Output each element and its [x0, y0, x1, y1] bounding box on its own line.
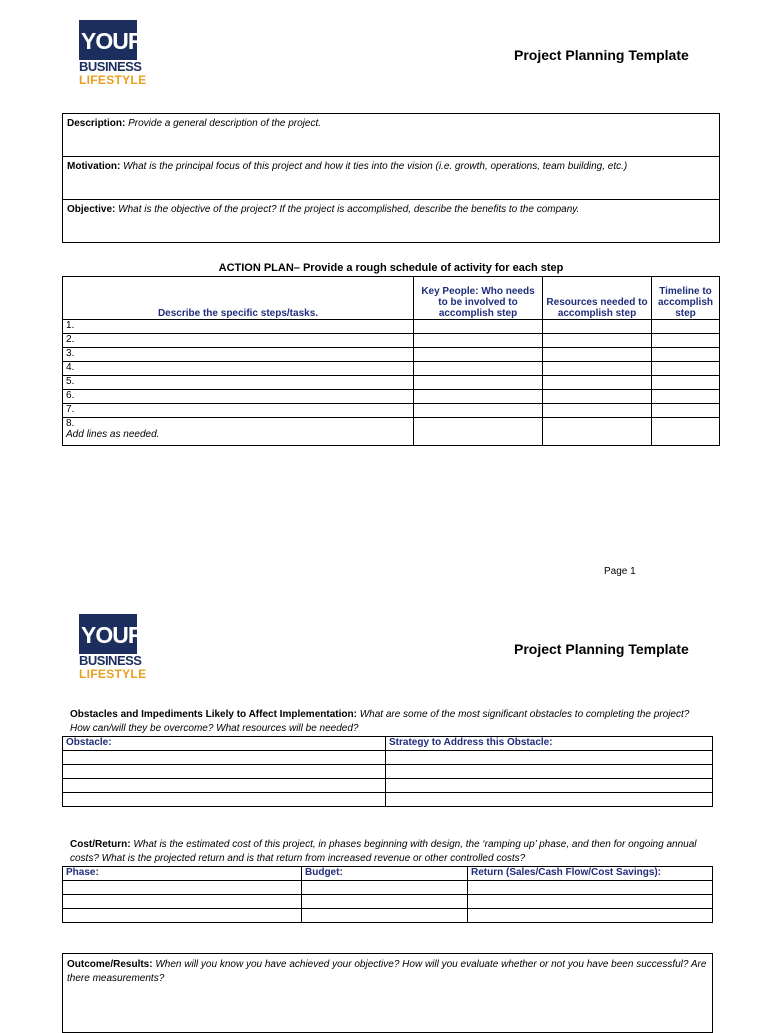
col-timeline: Timeline to accomplish step: [652, 277, 720, 320]
col-strategy: Strategy to Address this Obstacle:: [386, 737, 713, 751]
table-row[interactable]: [63, 334, 720, 348]
table-row[interactable]: [63, 362, 720, 376]
col-key-people: Key People: Who needs to be involved to accomplish step: [414, 277, 543, 320]
step-number: 4.: [63, 362, 414, 376]
objective-prompt: What is the objective of the project? If the project is accomplished, describe the benefits to the company.: [118, 204, 580, 215]
table-row[interactable]: [63, 881, 713, 895]
table-header-row: [63, 277, 720, 320]
col-return: Return (Sales/Cash Flow/Cost Savings):: [468, 867, 713, 881]
action-plan-table: [62, 276, 720, 446]
cost-prompt: [70, 838, 710, 866]
company-logo-2: [79, 614, 147, 686]
col-budget: Budget:: [302, 867, 468, 881]
table-row[interactable]: [63, 793, 713, 807]
logo-text-business: BUSINESS: [79, 653, 142, 668]
table-header-row: [63, 737, 713, 751]
logo-text-lifestyle: LIFESTYLE: [79, 667, 147, 681]
step-number: 1.: [63, 320, 414, 334]
table-row[interactable]: [63, 765, 713, 779]
table-row[interactable]: [63, 348, 720, 362]
cost-label: Cost/Return:: [70, 839, 131, 850]
table-row[interactable]: [63, 418, 720, 446]
motivation-label: Motivation:: [67, 161, 121, 172]
logo-text-lifestyle: LIFESTYLE: [79, 73, 147, 87]
objective-field[interactable]: [62, 199, 720, 243]
objective-label: Objective:: [67, 204, 116, 215]
page-title-2: Project Planning Template: [514, 641, 689, 657]
col-steps: Describe the specific steps/tasks.: [63, 277, 414, 320]
add-lines-note: Add lines as needed.: [66, 429, 160, 440]
step-number: 2.: [63, 334, 414, 348]
cost-table: [62, 866, 713, 923]
obstacles-prompt: [70, 708, 710, 736]
description-label: Description:: [67, 118, 126, 129]
page-number: Page 1: [604, 566, 636, 577]
action-plan-heading: ACTION PLAN– Provide a rough schedule of activity for each step: [218, 262, 564, 274]
obstacles-table: [62, 736, 713, 807]
motivation-prompt: What is the principal focus of this project and how it ties into the vision (i.e. growth, operations, team building, etc.): [123, 161, 628, 172]
table-row[interactable]: [63, 779, 713, 793]
step-number: 7.: [63, 404, 414, 418]
outcome-label: Outcome/Results:: [67, 959, 153, 970]
step-number: 5.: [63, 376, 414, 390]
outcome-question: When will you know you have achieved your objective? How will you evaluate whether or not you have been successful? Are there measurements?: [67, 959, 707, 984]
motivation-field[interactable]: [62, 156, 720, 200]
table-row[interactable]: [63, 376, 720, 390]
description-field[interactable]: [62, 113, 720, 157]
table-row[interactable]: [63, 404, 720, 418]
cost-question: What is the estimated cost of this project, in phases beginning with design, the ‘ramping up’ phase, and then for ongoing annual costs? What is the projected return and is that return from increased revenue or other controlled costs?: [70, 839, 697, 864]
col-obstacle: Obstacle:: [63, 737, 386, 751]
step-number: 3.: [63, 348, 414, 362]
logo-text-your: YOUR: [81, 622, 144, 648]
col-phase: Phase:: [63, 867, 302, 881]
table-row[interactable]: [63, 320, 720, 334]
logo-text-your: YOUR: [81, 28, 144, 54]
step-number: 8.: [66, 418, 75, 429]
description-prompt: Provide a general description of the project.: [128, 118, 322, 129]
table-header-row: [63, 867, 713, 881]
table-row[interactable]: [63, 390, 720, 404]
table-row[interactable]: [63, 895, 713, 909]
table-row[interactable]: [63, 909, 713, 923]
obstacles-question: What are some of the most significant obstacles to completing the project? How can/will they be overcome? What resources will be needed?: [70, 709, 690, 734]
step-number: 6.: [63, 390, 414, 404]
col-resources: Resources needed to accomplish step: [543, 277, 652, 320]
table-row[interactable]: [63, 751, 713, 765]
obstacles-label: Obstacles and Impediments Likely to Affect Implementation:: [70, 709, 357, 720]
company-logo: [79, 20, 147, 92]
logo-text-business: BUSINESS: [79, 59, 142, 74]
outcome-field[interactable]: [62, 953, 713, 1033]
page-title: Project Planning Template: [514, 47, 689, 63]
